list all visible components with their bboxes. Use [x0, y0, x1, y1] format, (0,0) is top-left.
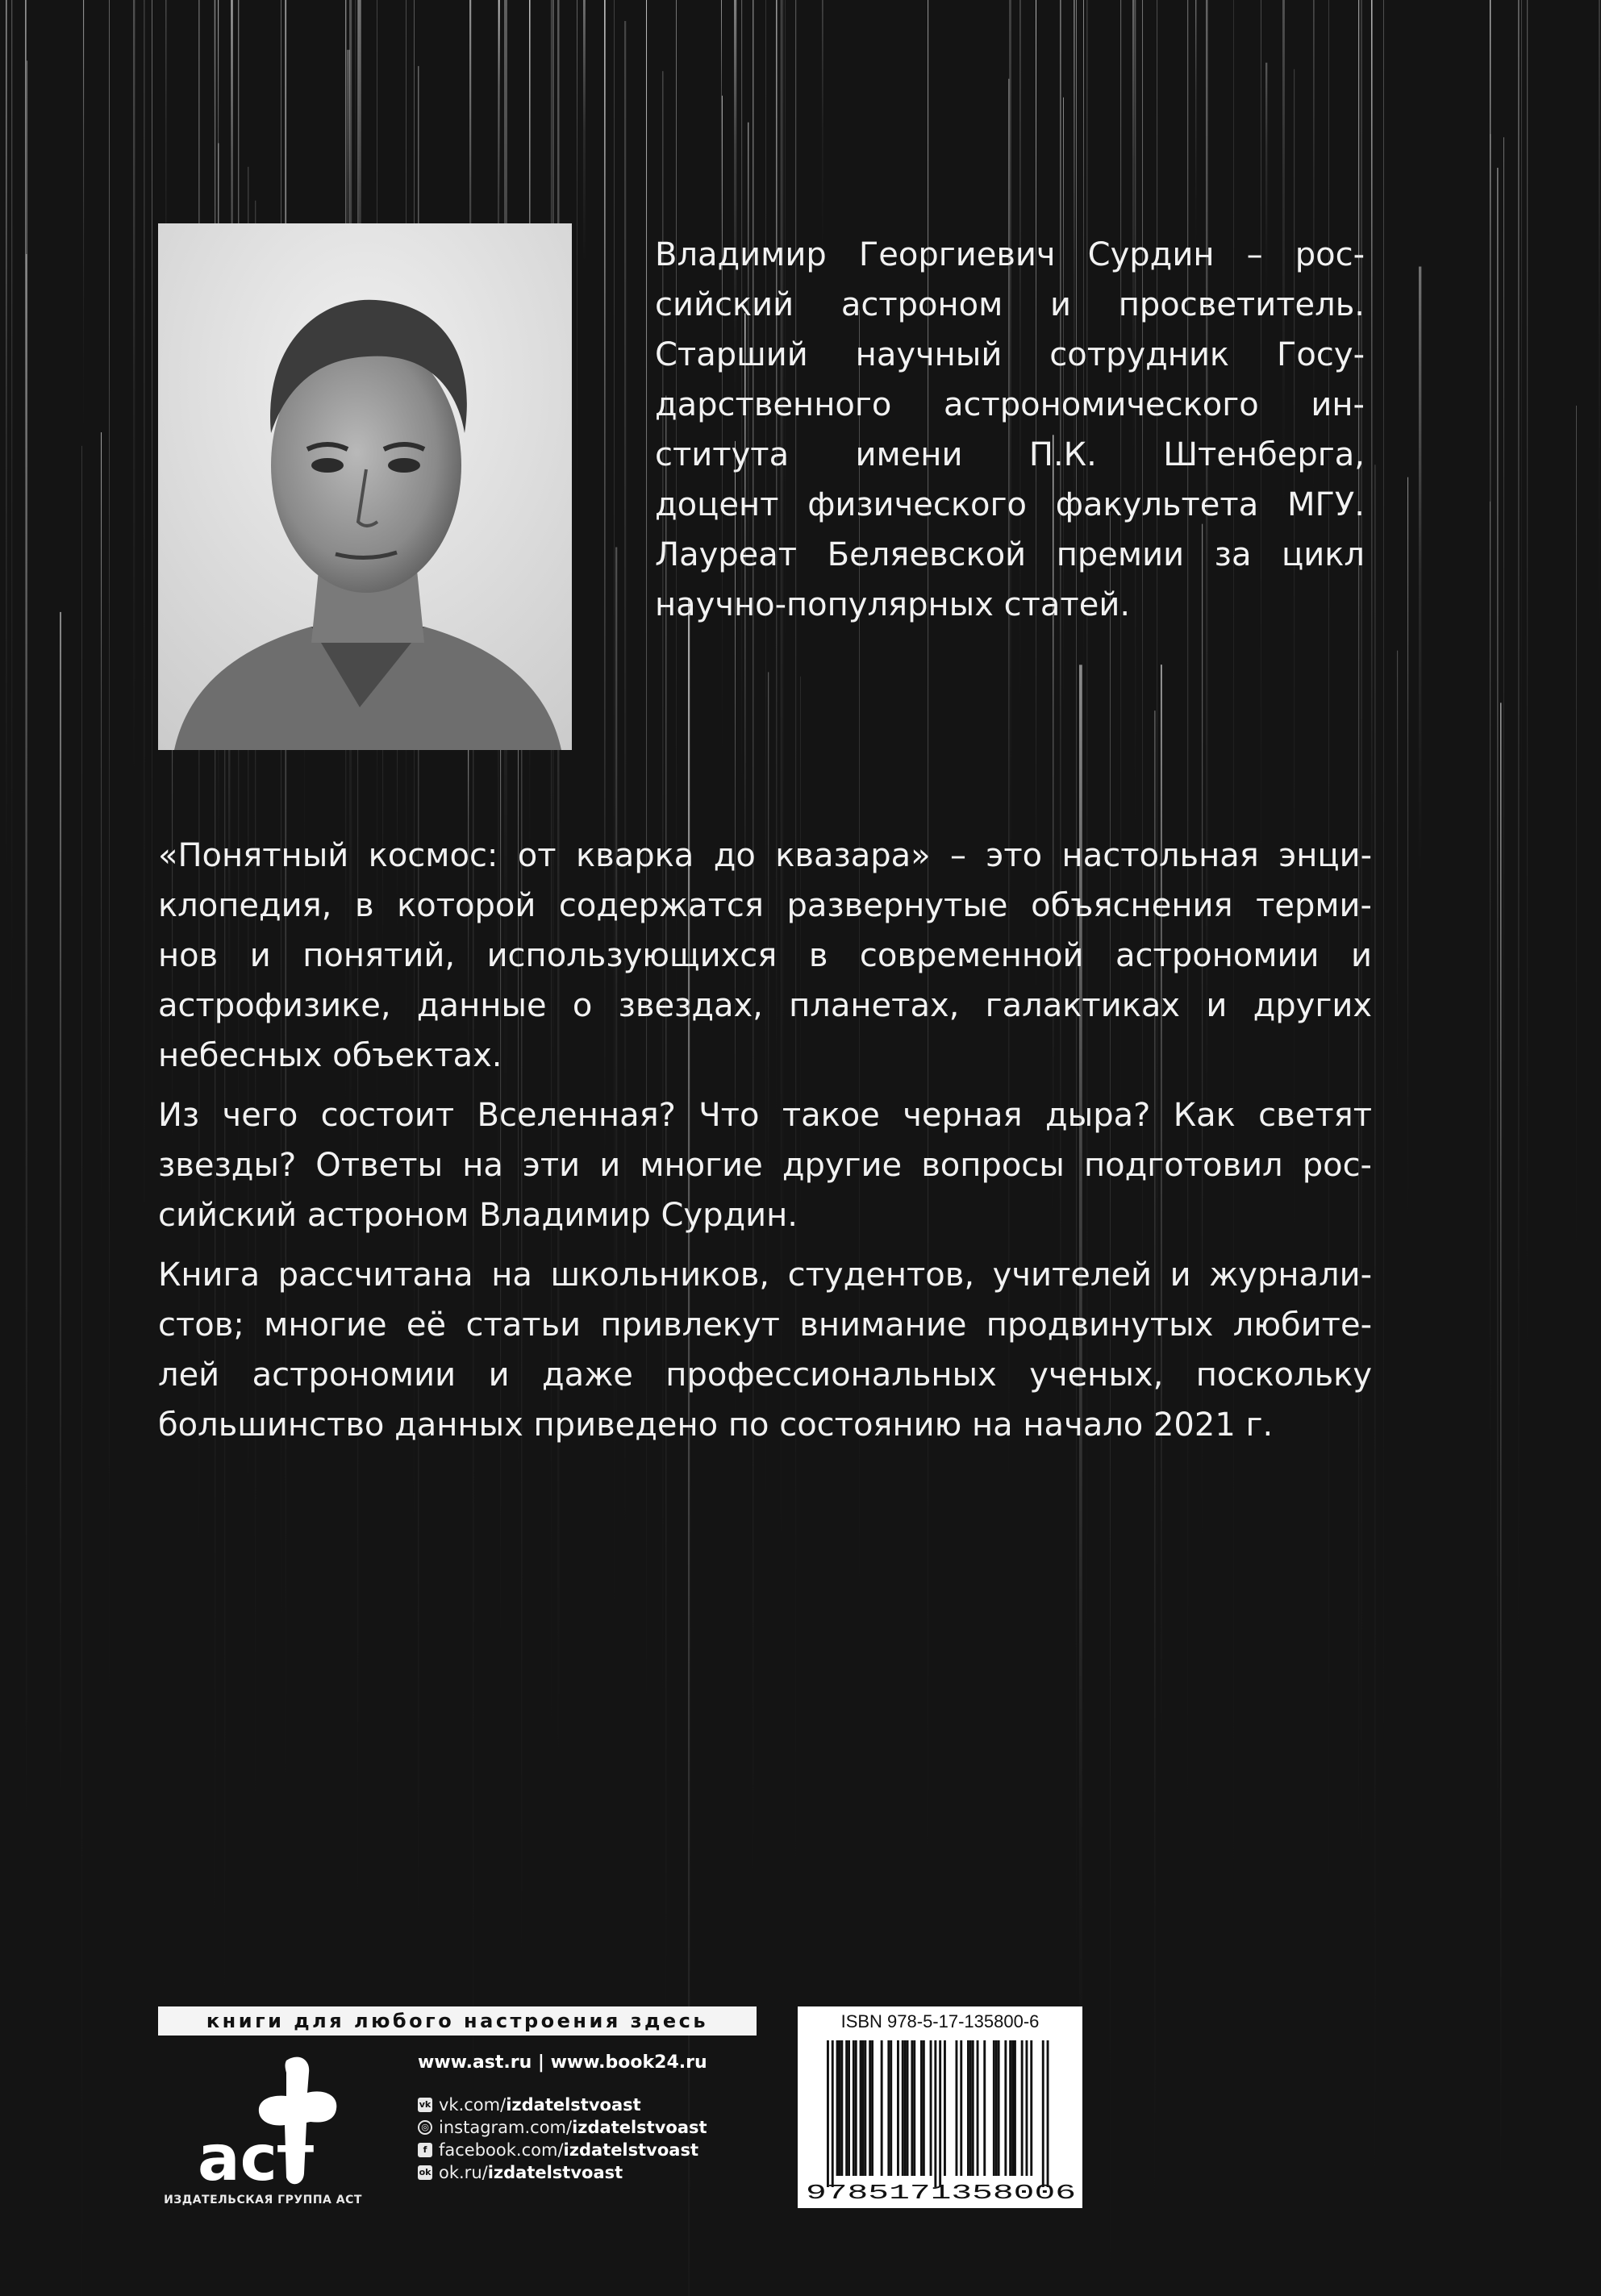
bio-line: доцент физического факультета МГУ. [655, 486, 1365, 523]
barcode-bar [902, 2040, 904, 2176]
author-bio [655, 230, 1365, 630]
barcode-bar [960, 2040, 962, 2176]
barcode-bar [845, 2040, 848, 2176]
description-line: «Понятный космос: от кварка до квазара» – это настольная энци- [158, 837, 1372, 874]
barcode-bar [864, 2040, 866, 2176]
barcode-bar [920, 2040, 923, 2176]
light-streak [1490, 134, 1491, 1577]
logo-caption: ИЗДАТЕЛЬСКАЯ ГРУППА АСТ [164, 2194, 362, 2206]
barcode-bar [1004, 2040, 1007, 2176]
vk-icon: vk [418, 2098, 432, 2112]
description-line: клопедия, в которой содержатся развернутые объяснения терми- [158, 887, 1372, 924]
barcode-bar [956, 2040, 958, 2176]
barcode-bar [944, 2040, 946, 2176]
barcode-bar [1014, 2040, 1016, 2176]
social-link-prefix: ok.ru/ [439, 2163, 488, 2182]
barcode-bar [998, 2040, 1000, 2176]
description-paragraph [158, 1250, 1372, 1450]
social-link[interactable] [418, 2116, 765, 2139]
barcode-bar [969, 2040, 972, 2176]
logo-text: аст [198, 2123, 315, 2195]
social-link-handle: izdatelstvoast [506, 2095, 641, 2115]
barcode-bar [862, 2040, 865, 2176]
barcode-bar [977, 2040, 979, 2176]
light-streak [583, 0, 586, 262]
light-streak [83, 0, 84, 435]
bio-line: Владимир Георгиевич Сурдин – рос- [655, 236, 1365, 273]
barcode-bar [913, 2040, 915, 2176]
light-streak [81, 446, 82, 2296]
light-streak [11, 0, 12, 1024]
publisher-links [418, 2052, 765, 2184]
barcode-bar [904, 2040, 907, 2176]
light-streak [109, 0, 110, 1740]
barcode-bar [1021, 2040, 1024, 2176]
social-link[interactable] [418, 2139, 765, 2161]
description-line: астрофизике, данные о звездах, планетах, галактиках и других [158, 987, 1372, 1024]
light-streak [101, 432, 102, 1204]
light-streak [1419, 266, 1421, 877]
social-link-prefix: facebook.com/ [439, 2140, 564, 2160]
light-streak [1397, 651, 1398, 1115]
description-line: Из чего состоит Вселенная? Что такое черная дыра? Как светят [158, 1097, 1372, 1134]
barcode-bar [832, 2040, 834, 2187]
social-link-handle: izdatelstvoast [563, 2140, 698, 2160]
barcode-bar [995, 2040, 998, 2176]
bio-line: Старший научный сотрудник Госу- [655, 336, 1365, 373]
bio-line: ститута имени П.К. Штенберга, [655, 436, 1365, 473]
barcode-bar [939, 2040, 941, 2187]
barcode-bar [839, 2040, 841, 2176]
barcode-bar [1026, 2040, 1028, 2176]
facebook-icon: f [418, 2143, 432, 2157]
author-photo [158, 223, 572, 750]
light-streak [822, 0, 823, 256]
barcode-digits: 9785171358006 [806, 2181, 1076, 2205]
barcode-bar [890, 2040, 892, 2176]
bio-line: Лауреат Беляевской премии за цикл [655, 536, 1365, 573]
isbn-barcode [798, 2006, 1082, 2208]
barcode-bar [907, 2040, 909, 2176]
barcode-bar [983, 2040, 986, 2176]
bio-line: дарственного астрономического ин- [655, 386, 1365, 423]
light-streak [1383, 0, 1384, 1818]
barcode-bar [853, 2040, 855, 2176]
social-link-prefix: vk.com/ [439, 2095, 507, 2115]
barcode-bar [993, 2040, 995, 2176]
description-line: нов и понятий, использующихся в современной астрономии и [158, 937, 1372, 974]
barcode-bar [930, 2040, 932, 2176]
description-line: стов; многие её статьи привлекут внимание продвинутых любите- [158, 1306, 1372, 1344]
light-streak [1374, 465, 1376, 2233]
barcode-bar [972, 2040, 974, 2176]
barcode-bar [881, 2040, 883, 2176]
social-link[interactable] [418, 2094, 765, 2116]
barcode-bar [897, 2040, 899, 2176]
light-streak [133, 0, 135, 781]
light-streak [6, 0, 7, 874]
barcode-bar [887, 2040, 890, 2176]
barcode-bar [860, 2040, 862, 2176]
barcode-bar [840, 2040, 843, 2176]
description-paragraph [158, 831, 1372, 1081]
description-line: звезды? Ответы на эти и многие другие вопросы подготовил рос- [158, 1147, 1372, 1184]
barcode-bar [1011, 2040, 1014, 2176]
description-line: сийский астроном Владимир Сурдин. [158, 1197, 798, 1234]
light-streak [1518, 0, 1520, 1666]
barcode-bar [911, 2040, 913, 2176]
barcode-bar [1042, 2040, 1044, 2187]
barcode-bar [1030, 2040, 1032, 2176]
social-link-handle: izdatelstvoast [572, 2118, 707, 2137]
light-streak [1497, 168, 1499, 1841]
social-link[interactable] [418, 2161, 765, 2184]
light-streak [1195, 0, 1196, 256]
light-streak [1521, 0, 1522, 806]
light-streak [60, 612, 61, 1807]
social-link-handle: izdatelstvoast [487, 2163, 623, 2182]
social-link-prefix: instagram.com/ [439, 2118, 573, 2137]
barcode-bar [855, 2040, 857, 2176]
light-streak [214, 0, 215, 247]
barcode-bar [934, 2040, 936, 2187]
isbn-text: ISBN 978-5-17-135800-6 [840, 2011, 1040, 2031]
light-streak [26, 254, 27, 1836]
barcode-bar [836, 2040, 839, 2176]
odnoklassniki-icon: ok [418, 2165, 432, 2180]
barcode-bar [1009, 2040, 1011, 2176]
ast-logo [165, 2044, 359, 2214]
barcode-bar [1047, 2040, 1049, 2187]
barcode-bar [967, 2040, 969, 2176]
barcode-bar [827, 2040, 829, 2187]
description-line: небесных объектах. [158, 1037, 502, 1074]
light-streak [1599, 0, 1600, 644]
description-paragraph [158, 1090, 1372, 1240]
light-streak [1407, 477, 1408, 1224]
bio-line: сийский астроном и просветитель. [655, 286, 1365, 323]
light-streak [1527, 0, 1528, 1365]
description-line: большинство данных приведено по состоянию на начало 2021 г. [158, 1406, 1274, 1444]
description-line: Книга рассчитана на школьников, студентов, учителей и журнали- [158, 1256, 1372, 1294]
light-streak [1576, 406, 1577, 1261]
light-streak [144, 0, 145, 1308]
light-streak [1500, 702, 1502, 2196]
description-line: лей астрономии и даже профессиональных ученых, поскольку [158, 1356, 1372, 1394]
barcode-bar [869, 2040, 871, 2176]
light-streak [1503, 137, 1504, 1167]
barcode-bar [871, 2040, 873, 2176]
bio-line: научно-популярных статей. [655, 586, 1131, 623]
barcode-bar [848, 2040, 850, 2176]
barcode-bar [923, 2040, 925, 2176]
website-links[interactable]: www.ast.ru | www.book24.ru [418, 2052, 707, 2073]
book-description [158, 831, 1372, 1460]
publisher-slogan: книги для любого настроения здесь [158, 2006, 757, 2036]
instagram-icon: ◎ [418, 2120, 432, 2135]
